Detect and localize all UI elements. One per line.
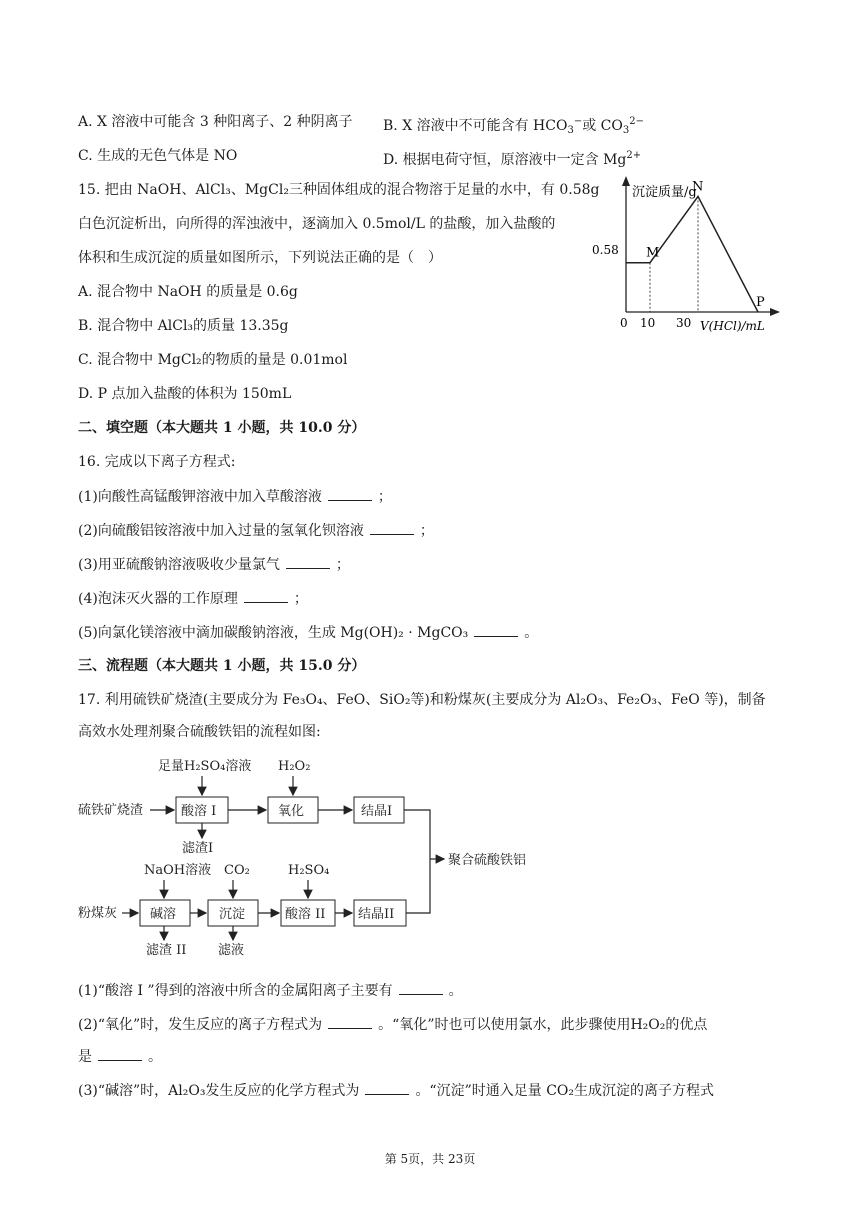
reagent-h2so4-excess: 足量H₂SO₄溶液 (158, 759, 252, 774)
reagent-h2o2: H₂O₂ (278, 759, 311, 774)
chart-tick-x1: 10 (640, 316, 656, 330)
q16-item-5: (5)向氯化镁溶液中滴加碳酸钠溶液，生成 Mg(OH)₂ · MgCO₃ 。 (78, 622, 538, 643)
box-crystallize-2-label: 结晶II (358, 907, 395, 922)
q16-title: 16. 完成以下离子方程式: (78, 454, 236, 470)
product-label: 聚合硫酸铁铝 (448, 853, 527, 868)
q15-chart (590, 172, 790, 337)
reagent-h2so4: H₂SO₄ (288, 863, 330, 878)
box-oxidation-label: 氧化 (278, 804, 305, 819)
merge-line (404, 810, 430, 913)
residue-1: 滤渣I (182, 841, 214, 856)
residue-2: 滤渣 II (146, 943, 187, 958)
q14-option-b: B. X 溶液中不可能含有 $HCO_3^-$或 $CO_3^{2-}$ (383, 116, 644, 136)
answer-blank[interactable] (365, 1080, 409, 1095)
box-precipitation-label: 沉淀 (219, 907, 246, 922)
q15-option-c: C. 混合物中 MgCl₂的物质的量是 0.01mol (78, 352, 348, 368)
chart-tick-x2: 30 (676, 316, 692, 330)
q17-sub-2-line1: (2)“氧化”时，发生反应的离子方程式为 。“氧化”时也可以使用氯水，此步骤使用H₂O₂的优点 (78, 1014, 707, 1035)
answer-blank[interactable] (328, 1014, 372, 1029)
q15-stem-line2: 白色沉淀析出，向所得的浑浊液中，逐滴加入 0.5mol/L 的盐酸，加入盐酸的 (78, 216, 556, 232)
chart-tick-y: 0.58 (592, 243, 619, 257)
q14-option-a: A. X 溶液中可能含 3 种阳离子、2 种阴离子 (78, 114, 353, 130)
input-pyrite-cinder: 硫铁矿烧渣 (78, 803, 144, 818)
box-acid-dissolve-1-label: 酸溶 I (181, 804, 217, 819)
filtrate: 滤液 (218, 943, 245, 958)
answer-blank[interactable] (244, 588, 288, 603)
input-fly-ash: 粉煤灰 (78, 906, 118, 921)
answer-blank[interactable] (474, 622, 518, 637)
box-alkali-dissolve-label: 碱溶 (150, 907, 177, 922)
q17-sub-3: (3)“碱溶”时，Al₂O₃发生反应的化学方程式为 。“沉淀”时通入足量 CO₂生成沉淀的离子方程式 (78, 1080, 714, 1101)
reagent-co2: CO₂ (224, 863, 250, 878)
q15-option-d: D. P 点加入盐酸的体积为 150mL (78, 386, 292, 402)
chart-x-arrow (770, 308, 780, 316)
chart-ylabel: 沉淀质量/g (632, 185, 697, 200)
q15-option-b: B. 混合物中 AlCl₃的质量 13.35g (78, 318, 289, 334)
chart-y-arrow (622, 176, 630, 186)
answer-blank[interactable] (328, 486, 372, 501)
q15-stem-line3: 体积和生成沉淀的质量如图所示，下列说法正确的是（ ） (78, 250, 442, 266)
answer-blank[interactable] (370, 520, 414, 535)
answer-blank[interactable] (98, 1046, 142, 1061)
reagent-naoh: NaOH溶液 (144, 863, 212, 878)
section-3-heading: 三、流程题（本大题共 1 小题，共 15.0 分） (78, 658, 366, 674)
chart-origin: 0 (620, 316, 628, 330)
q16-item-2: (2)向硫酸铝铵溶液中加入过量的氢氧化钡溶液 ； (78, 520, 434, 541)
chart-point-n: N (692, 179, 704, 195)
chart-xlabel: V(HCl)/mL (700, 319, 765, 333)
page-footer: 第 5页，共 23页 (384, 1152, 476, 1166)
q16-item-3: (3)用亚硫酸钠溶液吸收少量氯气 ； (78, 554, 350, 575)
q14-option-d: D. 根据电荷守恒，原溶液中一定含 $Mg^{2+}$ (383, 150, 642, 168)
q14-option-c: C. 生成的无色气体是 NO (78, 148, 238, 164)
q16-item-1: (1)向酸性高锰酸钾溶液中加入草酸溶液 ； (78, 486, 392, 507)
q15-stem-line1: 15. 把由 NaOH、AlCl₃、MgCl₂三种固体组成的混合物溶于足量的水中，有 0.58g (78, 182, 600, 198)
chart-point-p: P (756, 295, 765, 310)
answer-blank[interactable] (399, 980, 443, 995)
q15-option-a: A. 混合物中 NaOH 的质量是 0.6g (78, 284, 298, 300)
q16-item-4: (4)泡沫灭火器的工作原理 ； (78, 588, 308, 609)
section-2-heading: 二、填空题（本大题共 1 小题，共 10.0 分） (78, 420, 366, 436)
box-acid-dissolve-2-label: 酸溶 II (285, 907, 326, 922)
q17-sub-1: (1)“酸溶 I ”得到的溶液中所含的金属阳离子主要有 。 (78, 980, 463, 1001)
box-crystallize-1-label: 结晶I (361, 804, 393, 819)
q17-flow-diagram (78, 752, 548, 962)
q17-sub-2-line2: 是 。 (78, 1046, 162, 1067)
q17-stem-line1: 17. 利用硫铁矿烧渣(主要成分为 Fe₃O₄、FeO、SiO₂等)和粉煤灰(主要成分为 Al₂O₃、Fe₂O₃、FeO 等)，制备 (78, 692, 766, 708)
answer-blank[interactable] (286, 554, 330, 569)
q17-stem-line2: 高效水处理剂聚合硫酸铁铝的流程如图: (78, 724, 321, 740)
chart-point-m: M (646, 245, 660, 261)
